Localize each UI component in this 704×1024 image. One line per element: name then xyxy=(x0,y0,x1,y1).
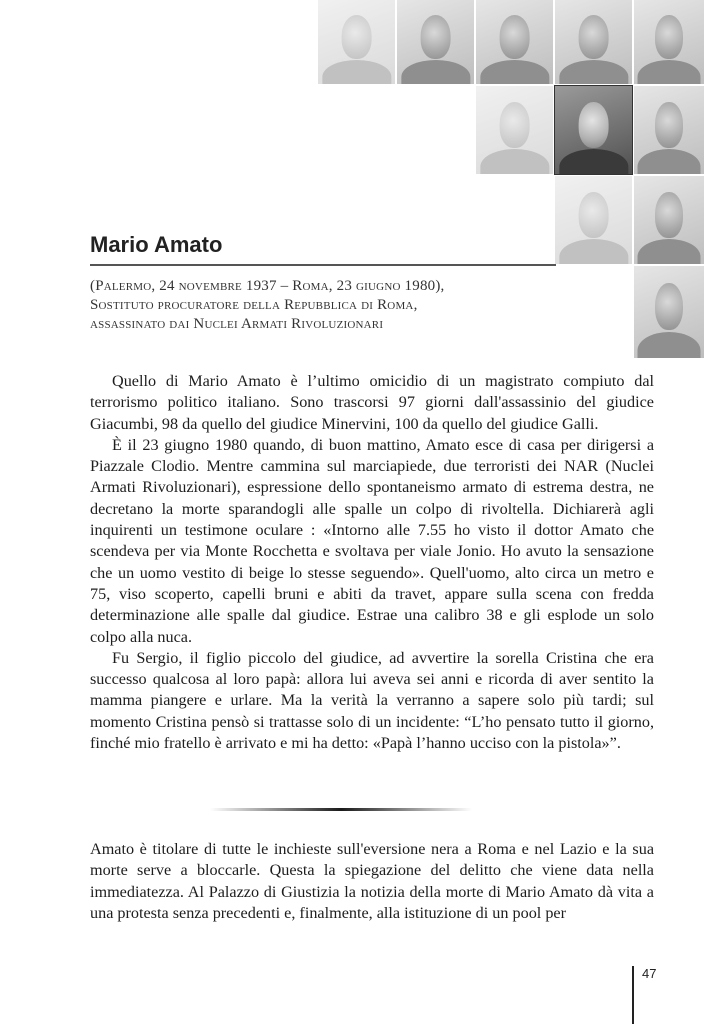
body-paragraph: Quello di Mario Amato è l’ultimo omicidio di un magistrato compiuto dal terrorismo politico italiano. Sono trascorsi 97 giorni dall'assassinio del giudice Giacumbi, 98 da quello del giudice Minervini, 100 da quello del giudice Galli. xyxy=(90,372,654,433)
article-subtitle xyxy=(90,277,550,334)
portrait-photo xyxy=(634,0,704,84)
article-body xyxy=(90,371,654,754)
body-paragraph: Fu Sergio, il figlio piccolo del giudice, ad avvertire la sorella Cristina che era successo qualcosa al loro papà: allora lui aveva sei anni e ricorda di aver sentito la mamma piangere e urlare. Ma la verità la verranno a sapere solo più tardi; sul momento Cristina pensò si trattasse solo di un incidente: “L’ho pensato tutto il giorno, finché mio fratello è arrivato e mi ha detto: «Papà l’hanno ucciso con la pistola»”. xyxy=(90,648,654,753)
footer-rule xyxy=(632,966,634,1024)
portrait-photo xyxy=(318,0,395,84)
portrait-photo-mario-amato xyxy=(555,86,632,174)
portrait-photo xyxy=(476,86,553,174)
article-title: Mario Amato xyxy=(90,232,223,257)
subtitle-line: (Palermo, 24 novembre 1937 – Roma, 23 giugno 1980), xyxy=(90,278,445,294)
article-body-continued xyxy=(90,839,654,924)
portrait-photo xyxy=(634,176,704,264)
page-number: 47 xyxy=(642,966,657,981)
subtitle-line: Sostituto procuratore della Repubblica di Roma, xyxy=(90,297,418,313)
body-paragraph: Amato è titolare di tutte le inchieste sull'eversione nera a Roma e nel Lazio e la sua morte serve a bloccarle. Questa la spiegazione del delitto che viene data nella immediatezza. Al Palazzo di Giustizia la notizia della morte di Mario Amato dà vita a una protesta senza precedenti e, finalmente, alla istituzione di un pool per xyxy=(90,840,654,922)
subtitle-line: assassinato dai Nuclei Armati Rivoluzionari xyxy=(90,316,384,332)
title-underline xyxy=(90,264,556,266)
portrait-photo xyxy=(634,266,704,358)
portrait-photo xyxy=(476,0,553,84)
portrait-photo xyxy=(555,176,632,264)
portrait-photo xyxy=(555,0,632,84)
portrait-photo xyxy=(397,0,474,84)
portrait-photo xyxy=(634,86,704,174)
section-divider xyxy=(210,808,472,811)
body-paragraph: È il 23 giugno 1980 quando, di buon mattino, Amato esce di casa per dirigersi a Piazzale Clodio. Mentre cammina sul marciapiede, due terroristi dei NAR (Nuclei Armati Rivoluzionari), espressione dello spontaneismo armato di estrema destra, ne decretano la morte sparandogli alle spalle un colpo di rivoltella. Dichiarerà agli inquirenti un testimone oculare : «Intorno alle 7.55 ho visto il dottor Amato che scendeva per via Monte Rocchetta e svoltava per viale Jonio. Ho avuto la sensazione che un uomo vestito di beige lo stesse seguendo». Quell'uomo, alto circa un metro e 75, viso scoperto, capelli bruni e abiti da travet, appare sulla scena con fredda determinazione alle spalle dal giudice. Estrae una calibro 38 e gli esplode un solo colpo alla nuca. xyxy=(90,435,654,646)
